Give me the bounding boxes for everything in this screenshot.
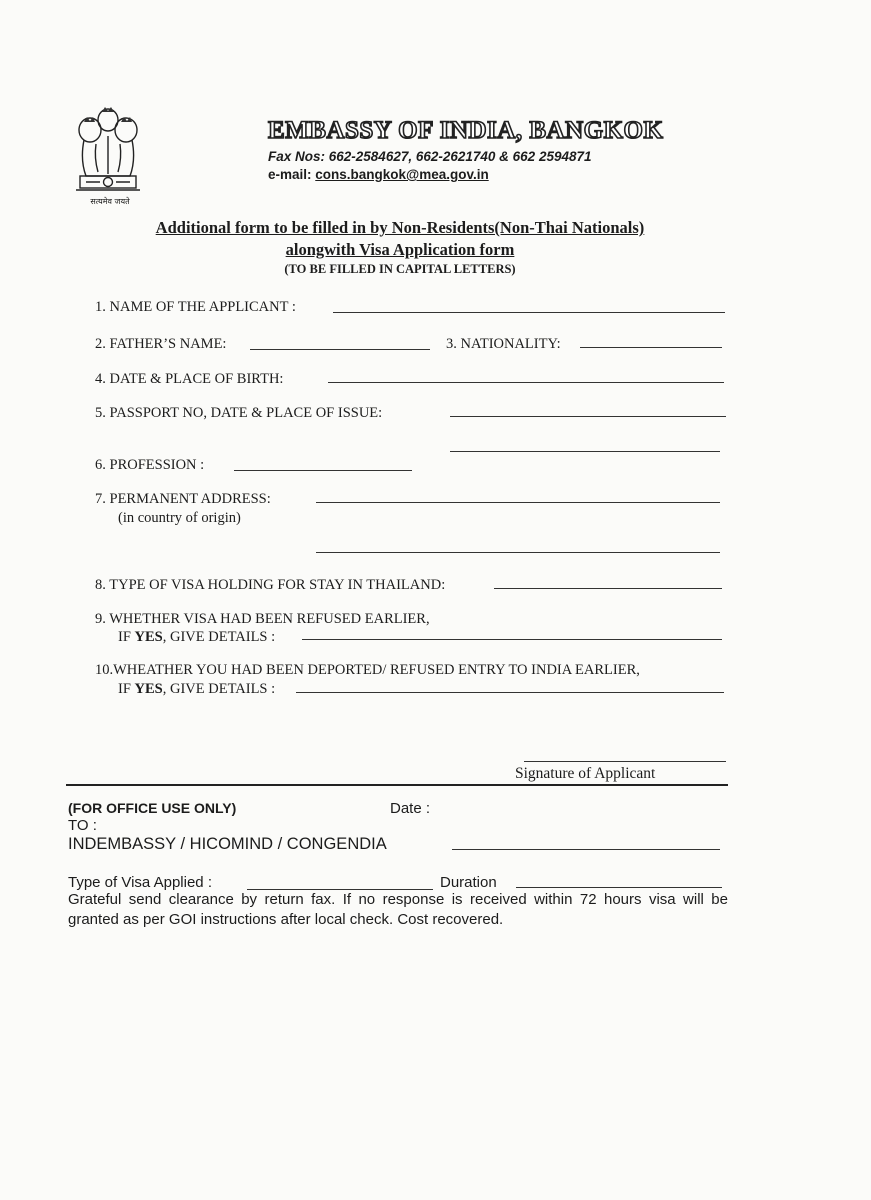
visa-holding-input[interactable] — [494, 588, 722, 589]
signature-input[interactable] — [524, 761, 726, 762]
email-label: e-mail: — [268, 167, 316, 182]
birth-input[interactable] — [328, 382, 724, 383]
address-input-line2[interactable] — [316, 552, 720, 553]
visa-refused-input[interactable] — [302, 639, 722, 640]
embassy-title: EMBASSY OF INDIA, BANGKOK — [268, 117, 664, 144]
visa-applied-label: Type of Visa Applied : — [68, 874, 212, 891]
signature-label: Signature of Applicant — [515, 765, 656, 782]
deported-input[interactable] — [296, 692, 724, 693]
field-passport-label: 5. PASSPORT NO, DATE & PLACE OF ISSUE: — [95, 405, 383, 421]
applicant-name-input[interactable] — [333, 312, 725, 313]
office-date-label: Date : — [390, 800, 431, 817]
office-recipients: INDEMBASSY / HICOMIND / CONGENDIA — [68, 835, 387, 853]
details-text: , GIVE DETAILS : — [162, 681, 276, 697]
office-divider — [66, 784, 728, 786]
passport-input-line2[interactable] — [450, 451, 720, 452]
email-link[interactable]: cons.bangkok@mea.gov.in — [315, 167, 489, 182]
passport-input[interactable] — [450, 416, 726, 417]
father-name-input[interactable] — [250, 349, 430, 350]
form-heading-line2: alongwith Visa Application form — [285, 240, 515, 259]
field-visa-holding-label: 8. TYPE OF VISA HOLDING FOR STAY IN THAILAND: — [95, 577, 446, 593]
field-birth-label: 4. DATE & PLACE OF BIRTH: — [95, 371, 284, 387]
field-applicant-name-label: 1. NAME OF THE APPLICANT : — [95, 299, 296, 315]
field-visa-refused-label: 9. WHETHER VISA HAD BEEN REFUSED EARLIER, — [95, 611, 430, 627]
details-text: , GIVE DETAILS : — [162, 629, 276, 645]
field-nationality-label: 3. NATIONALITY: — [446, 336, 561, 352]
office-use-title: (FOR OFFICE USE ONLY) — [68, 800, 237, 816]
field-father-name-label: 2. FATHER’S NAME: — [95, 336, 227, 352]
email-line — [268, 167, 489, 182]
office-note: Grateful send clearance by return fax. If no response is received within 72 hours visa will be granted as per GOI instructions after local check. Cost recovered. — [68, 891, 728, 928]
yes-text: YES — [134, 681, 163, 697]
field-profession-label: 6. PROFESSION : — [95, 457, 205, 473]
national-emblem-icon — [66, 100, 150, 210]
form-heading-line3: (TO BE FILLED IN CAPITAL LETTERS) — [284, 262, 516, 276]
fax-numbers: Fax Nos: 662-2584627, 662-2621740 & 662 2594871 — [268, 149, 592, 164]
field-address-label: 7. PERMANENT ADDRESS: — [95, 491, 271, 507]
form-heading-line1: Additional form to be filled in by Non-Residents(Non-Thai Nationals) — [155, 218, 645, 237]
recipients-input[interactable] — [452, 849, 720, 850]
field-deported-details-label — [118, 681, 275, 698]
if-text: IF — [118, 681, 135, 697]
address-input[interactable] — [316, 502, 720, 503]
emblem-motto: सत्यमेव जयते — [90, 197, 130, 206]
duration-label: Duration — [440, 874, 497, 891]
nationality-input[interactable] — [580, 347, 722, 348]
profession-input[interactable] — [234, 470, 412, 471]
office-to-label: TO : — [68, 817, 97, 834]
duration-input[interactable] — [516, 887, 722, 888]
field-deported-label: 10.WHEATHER YOU HAD BEEN DEPORTED/ REFUSED ENTRY TO INDIA EARLIER, — [95, 662, 640, 678]
if-text: IF — [118, 629, 135, 645]
field-address-sublabel: (in country of origin) — [118, 510, 241, 526]
yes-text: YES — [134, 629, 163, 645]
field-visa-refused-details-label — [118, 629, 275, 646]
